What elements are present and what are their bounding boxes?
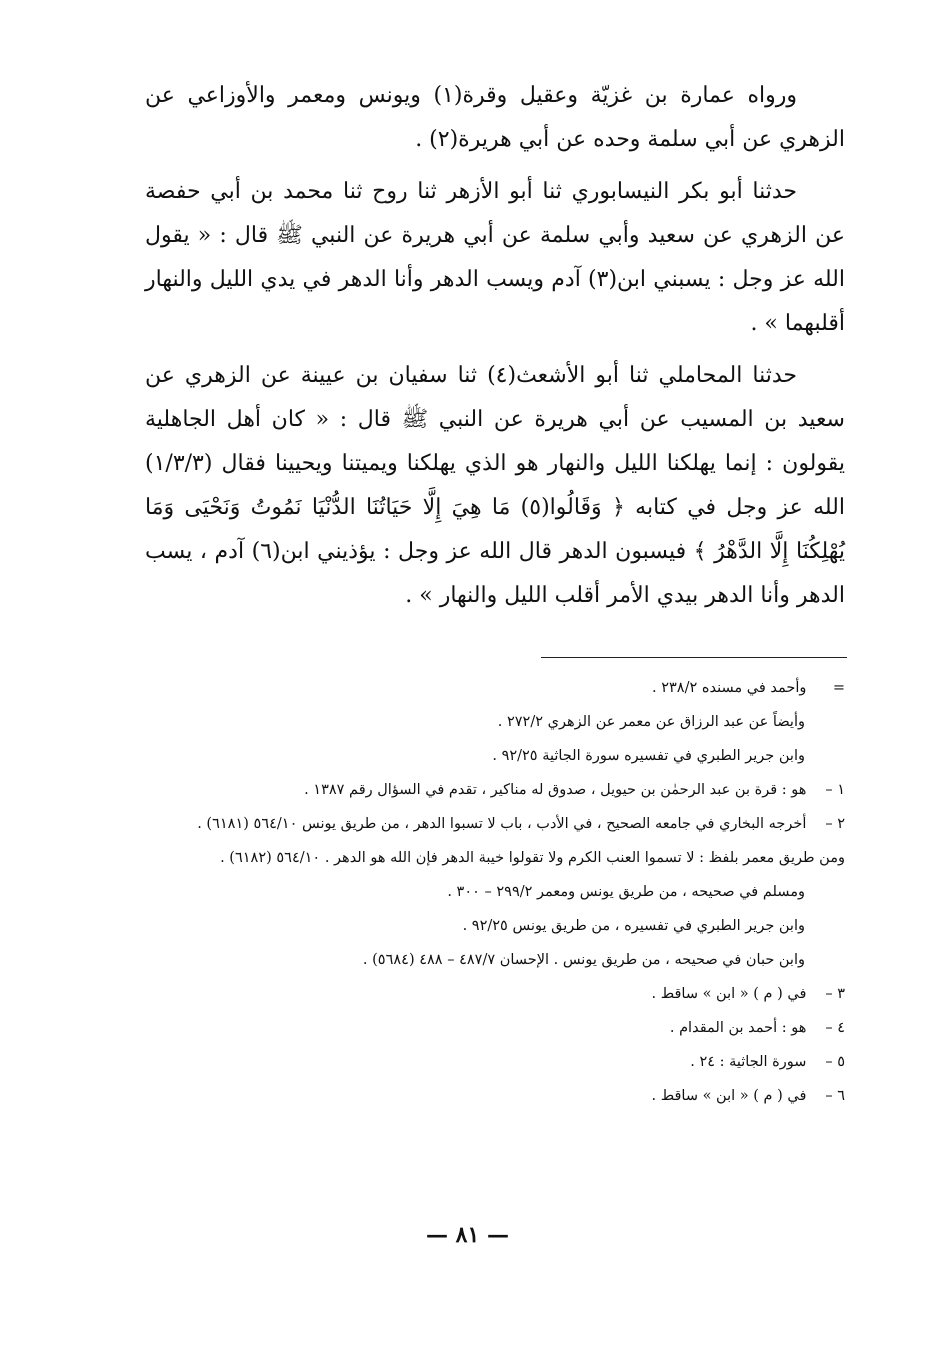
footnote-1 <box>115 773 845 807</box>
footnote-number: ٥ – <box>825 1054 845 1070</box>
footnote-6 <box>115 1079 845 1113</box>
footnote-text: هو : أحمد بن المقدام . <box>669 1020 807 1036</box>
footnote-text: أخرجه البخاري في جامعه الصحيح ، في الأدب ، باب لا تسبوا الدهر ، من طريق يونس ٥٦٤/١٠ (٦١٨١) . <box>197 816 807 832</box>
footnote-number: ٦ – <box>825 1088 845 1104</box>
footnote-number: ٤ – <box>825 1020 845 1036</box>
footnote-text: ومن طريق معمر بلفظ : لا تسموا العنب الكرم ولا تقولوا خيبة الدهر فإن الله هو الدهر . ٥٦٤/١٠ (٦١٨٢) . <box>220 850 845 866</box>
footnote-text: وابن جرير الطبري في تفسيره ، من طريق يونس ٩٢/٢٥ . <box>462 918 805 934</box>
footnote-text: وأحمد في مسنده ٢٣٨/٢ . <box>652 680 807 696</box>
footnote-5 <box>115 1045 845 1079</box>
footnote-line <box>115 875 845 909</box>
paragraph-1: ورواه عمارة بن غزيّة وعقيل وقرة(١) ويونس ومعمر والأوزاعي عن الزهري عن أبي سلمة وحده عن أبي هريرة(٢) . <box>145 83 845 152</box>
footnotes <box>115 671 845 1113</box>
footnote-separator <box>541 657 847 658</box>
footnote-number: ٣ – <box>825 986 845 1002</box>
footnote-text: هو : قرة بن عبد الرحمٰن بن حيويل ، صدوق له مناكير ، تقدم في السؤال رقم ١٣٨٧ . <box>304 782 807 798</box>
footnote-4 <box>115 1011 845 1045</box>
footnote-line <box>115 909 845 943</box>
footnote-text: وابن حبان في صحيحه ، من طريق يونس . الإحسان ٤٨٧/٧ – ٤٨٨ (٥٦٨٤) . <box>362 952 805 968</box>
footnote-text: ومسلم في صحيحه ، من طريق يونس ومعمر ٢٩٩/٢ – ٣٠٠ . <box>447 884 805 900</box>
footnote-2 <box>115 807 845 841</box>
footnote-line <box>115 739 845 773</box>
footnote-line <box>115 705 845 739</box>
paragraph-2: حدثنا أبو بكر النيسابوري ثنا أبو الأزهر ثنا روح ثنا محمد بن أبي حفصة عن الزهري عن سعيد وأبي سلمة عن أبي هريرة عن النبي ﷺ قال : « يقول الله عز وجل : يسبني ابن(٣) آدم ويسب الدهر وأنا الدهر في يدي الليل والنهار أقلبهما » . <box>145 179 845 336</box>
footnote-line <box>115 671 845 705</box>
paragraph-3: حدثنا المحاملي ثنا أبو الأشعث(٤) ثنا سفيان بن عيينة عن الزهري عن سعيد بن المسيب عن أبي هريرة عن النبي ﷺ قال : « كان أهل الجاهلية يقولون : إنما يهلكنا الليل والنهار هو الذي يهلكنا ويميتنا ويحيينا فقال (١/٣/٣) الله عز وجل في كتابه ﴿ وَقَالُوا(٥) مَا هِيَ إِلَّا حَيَاتُنَا الدُّنْيَا نَمُوتُ وَنَحْيَى وَمَا يُهْلِكُنَا إِلَّا الدَّهْرُ ﴾ فيسبون الدهر قال الله عز وجل : يؤذيني ابن(٦) آدم ، يسب الدهر وأنا الدهر بيدي الأمر أقلب الليل والنهار » . <box>145 363 845 608</box>
footnote-text: في ( م ) « ابن » ساقط . <box>651 1088 807 1104</box>
footnote-3 <box>115 977 845 1011</box>
footnote-text: في ( م ) « ابن » ساقط . <box>651 986 807 1002</box>
footnote-number: ٢ – <box>825 816 845 832</box>
footnote-text: وأيضاً عن عبد الرزاق عن معمر عن الزهري ٢٧٢/٢ . <box>497 714 805 730</box>
page-number: — ٨١ — <box>426 1222 509 1248</box>
main-text <box>145 74 845 618</box>
footnote-line <box>115 841 845 875</box>
footnote-text: وابن جرير الطبري في تفسيره سورة الجاثية ٩٢/٢٥ . <box>492 748 805 764</box>
footnote-text: سورة الجاثية : ٢٤ . <box>690 1054 807 1070</box>
footnote-line <box>115 943 845 977</box>
footnote-number: ١ – <box>825 782 845 798</box>
footnote-marker: = <box>832 680 845 696</box>
